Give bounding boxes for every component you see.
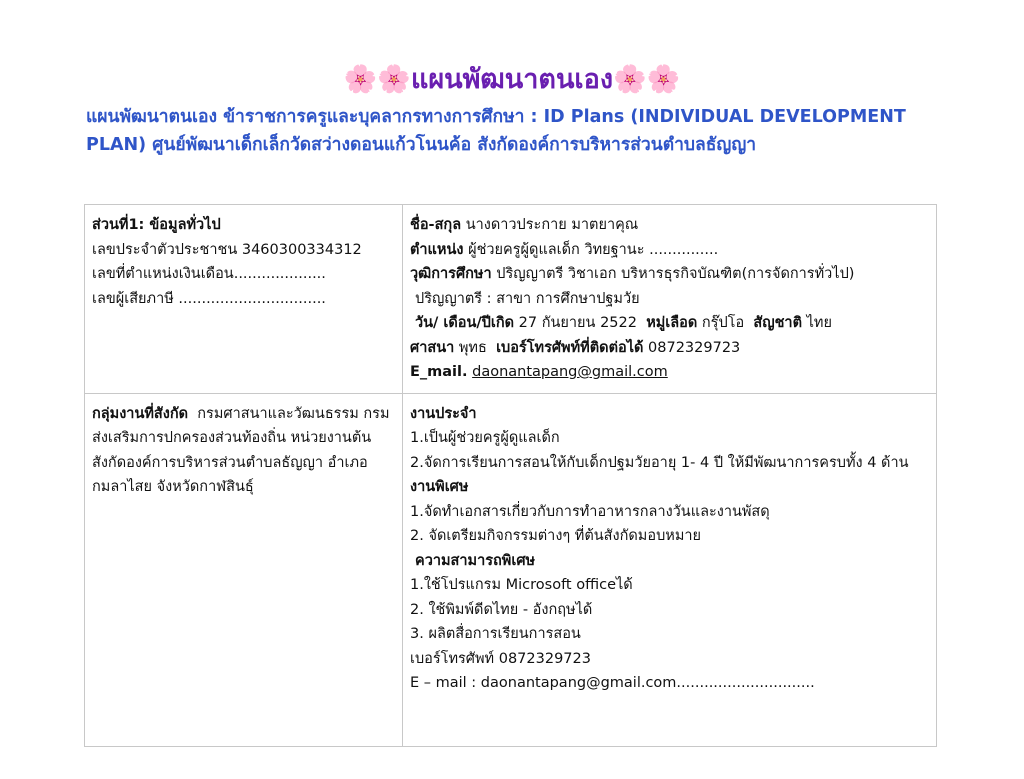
education-value: ปริญญาตรี วิชาเอก บริหารธุรกิจบัณฑิต(การจัดการทั่วไป) — [496, 266, 855, 282]
education-value-2: ปริญญาตรี : สาขา การศึกษาปฐมวัย — [415, 290, 640, 307]
general-info-cell — [85, 205, 403, 394]
nationality-value: ไทย — [806, 315, 832, 331]
special-heading: งานพิเศษ — [410, 479, 469, 495]
blood-label: หมู่เลือด — [646, 315, 698, 331]
list-item: 2. จัดเตรียมกิจกรรมต่างๆ ที่ต้นสังกัดมอบหมาย — [410, 528, 702, 544]
dob-value: 27 กันยายน 2522 — [518, 315, 637, 331]
religion-label: ศาสนา — [410, 339, 455, 356]
name-value: นางดาวประกาย มาตยาคุณ — [465, 217, 639, 233]
education-label: วุฒิการศึกษา — [410, 266, 492, 282]
position-number: เลขที่ตำแหน่งเงินเดือน.................... — [92, 266, 326, 282]
id-number: เลขประจำตัวประชาชน 3460300334312 — [92, 241, 362, 258]
dob-label: วัน/ เดือน/ปีเกิด — [415, 315, 515, 331]
contact-phone: เบอร์โทรศัพท์ 0872329723 — [410, 650, 591, 667]
phone-value: 0872329723 — [648, 339, 741, 356]
list-item: 1.ใช้โปรแกรม Microsoft officeได้ — [410, 577, 633, 593]
list-item: 3. ผลิตสื่อการเรียนการสอน — [410, 626, 581, 642]
blood-value: กรุ๊ปโอ — [701, 315, 745, 331]
routine-heading: งานประจำ — [410, 405, 477, 422]
contact-email: E – mail : daonantapang@gmail.com.............................. — [410, 675, 815, 691]
personal-info-cell — [403, 205, 937, 394]
tax-number: เลขผู้เสียภาษี ................................ — [92, 290, 326, 307]
table-row — [85, 393, 937, 747]
general-heading: ส่วนที่1: ข้อมูลทั่วไป — [92, 217, 221, 233]
list-item: 2.จัดการเรียนการสอนให้กับเด็กปฐมวัยอายุ 1- 4 ปี ให้มีพัฒนาการครบทั้ง 4 ด้าน — [410, 454, 909, 471]
page-subtitle: แผนพัฒนาตนเอง ข้าราชการครูและบุคลากรทางการศึกษา : ID Plans (INDIVIDUAL DEVELOPMENT PLAN) ศูนย์พัฒนาเด็กเล็กวัดสว่างดอนแก้วโนนค้อ สังกัดองค์การบริหารส่วนตำบลธัญญา — [86, 107, 906, 155]
email-link[interactable]: daonantapang@gmail.com — [472, 364, 668, 380]
religion-value: พุทธ — [458, 339, 487, 356]
duties-cell — [403, 393, 937, 747]
affiliation-cell — [85, 393, 403, 747]
page-title: 🌸🌸แผนพัฒนาตนเอง🌸🌸 — [343, 64, 681, 95]
list-item: 1.จัดทำเอกสารเกี่ยวกับการทำอาหารกลางวันและงานพัสดุ — [410, 503, 770, 520]
list-item: 2. ใช้พิมพ์ดีดไทย - อังกฤษได้ — [410, 601, 593, 618]
list-item: 1.เป็นผู้ช่วยครูผู้ดูแลเด็ก — [410, 430, 560, 446]
phone-label: เบอร์โทรศัพท์ที่ติดต่อได้ — [496, 339, 644, 356]
affiliation-label: กลุ่มงานที่สังกัด — [92, 405, 189, 422]
email-label: E_mail. — [410, 364, 468, 380]
affiliation-text: กรมศาสนาและวัฒนธรรม กรมส่งเสริมการปกครองส่วนท้องถิ่น หน่วยงานต้นสังกัดองค์การบริหารส่วนตำบลธัญญา อำเภอกมลาไสย จังหวัดกาฬสินธุ์ — [92, 405, 390, 495]
plan-table — [84, 204, 937, 747]
table-row — [85, 205, 937, 394]
name-label: ชื่อ-สกุล — [410, 217, 462, 233]
position-value: ผู้ช่วยครูผู้ดูแลเด็ก วิทยฐานะ ............... — [468, 241, 719, 258]
nationality-label: สัญชาติ — [753, 315, 802, 331]
position-label: ตำแหน่ง — [410, 241, 464, 258]
skills-heading: ความสามารถพิเศษ — [415, 552, 536, 569]
